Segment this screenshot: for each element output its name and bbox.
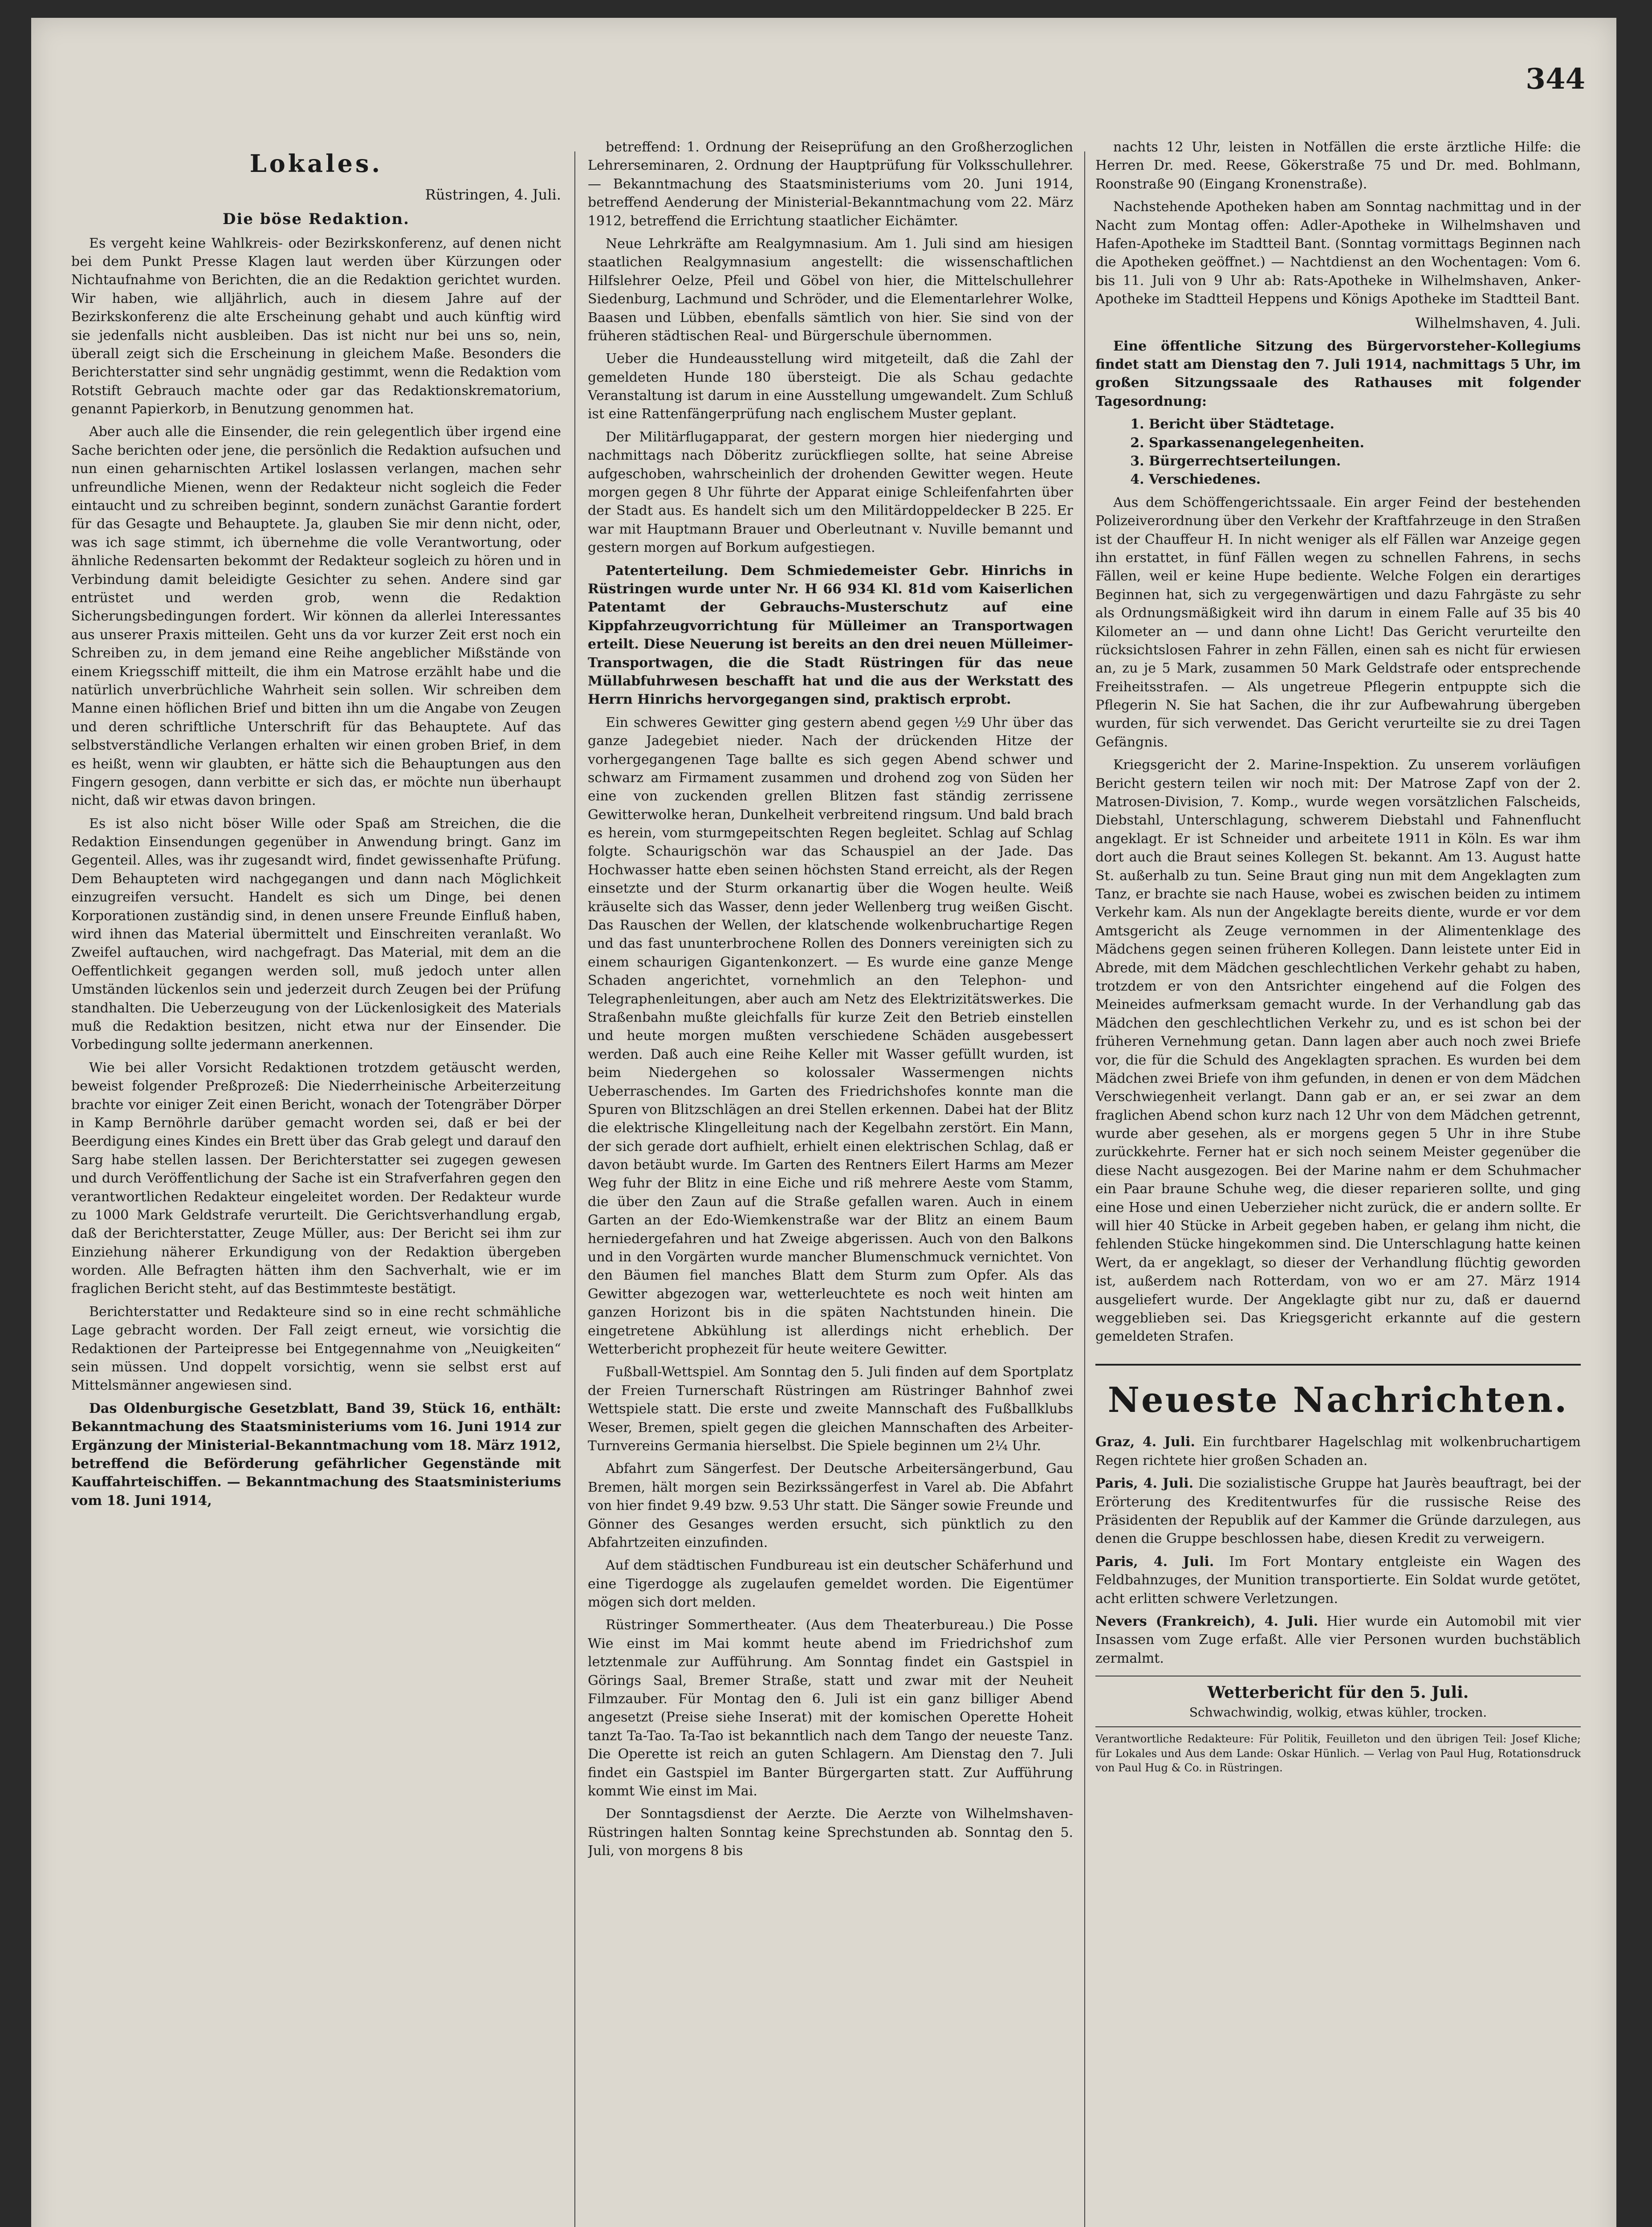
news-text: Im Fort Montary entgleiste ein Wagen des Feldbahnzuges, der Munition transportierte. Ein Soldat wurde getötet, acht erlitten schwere Verletzungen. <box>1095 1554 1581 1607</box>
article-paragraph: Aus dem Schöffengerichtssaale. Ein arger Feind der bestehenden Polizeiverordnung über den Verkehr der Kraftfahrzeuge in den Straßen ist der Chauffeur H. In nicht weniger als elf Fällen war Anzeige gegen ihn erstattet, in fünf Fällen wegen zu schnellen Fahrens, in sechs Fällen, weil er keine Hupe bediente. Welche Folgen ein derartiges Beginnen hat, sich zu vergegenwärtigen und dazu Fahrgäste zu sehr als Ordnungsmäßigkeit wird ihn darum in einem Falle auf 35 bis 40 Kilometer an — und dann ohne Licht! Das Gericht verurteilte den rücksichtslosen Fahrer in zehn Fällen, einen sah es nicht für erwiesen an, zu je 5 Mark, zusammen 50 Mark Geldstrafe oder entsprechende Freiheitsstrafen. — Als ungetreue Pflegerin entpuppte sich die Pflegerin N. Sie hat Sachen, die ihr zur Aufbewahrung übergeben wurden, für sich verwendet. Das Gericht verurteilte sie zu drei Tagen Gefängnis. <box>1095 494 1581 750</box>
article-paragraph: Kriegsgericht der 2. Marine-Inspektion. Zu unserem vorläufigen Bericht gestern teilen wir noch mit: Der Matrose Zapf von der 2. Matrosen-Division, 7. Komp., wurde wegen vorsätzlichen Falscheids, Diebstahl, Unterschlagung, schwerem Diebstahl und Fahnenflucht angeklagt. Er ist Schneider und arbeitete 1911 in Köln. Es war ihm dort auch die Braut seines Kollegen St. bekannt. Am 13. August hatte St. außerhalb zu tun. Seine Braut ging nun mit dem Angeklagten zum Tanz, er brachte sie nach Hause, wobei es zwischen beiden zu intimem Verkehr kam. Als nun der Angeklagte bereits diente, wurde er vor dem Amtsgericht als Zeuge vernommen in der Alimentenklage des Mädchens gegen seinen früheren Kollegen. Dann leistete unter Eid in Abrede, mit dem Mädchen geschlechtlichen Verkehr gehabt zu haben, trotzdem er von den Antsrichter eingehend auf die Folgen des Meineides aufmerksam gemacht wurde. In der Verhandlung gab das Mädchen den geschlechtlichen Verkehr zu, und es ist schon bei der früheren Vernehmung getan. Dann lagen aber auch noch zwei Briefe vor, die für die Schuld des Angeklagten sprachen. Es wurden bei dem Mädchen zwei Briefe von ihm gefunden, in denen er von dem Mädchen Verschwiegenheit verlangt. Dann gab er an, er sei zwar an dem fraglichen Abend schon kurz nach 12 Uhr von dem Mädchen getrennt, wurde aber gesehen, als er morgens gegen 5 Uhr in ihre Stube zurückkehrte. Ferner hat er sich noch seinem Meister gegenüber die diese Nacht ausgezogen. Bei der Marine nahm er dem Schuhmacher ein Paar braune Schuhe weg, die dieser reparieren sollte, und ging eine Hose und einen Ueberzieher nicht zurück, die er andern sollte. Er will hier 40 Stücke in Arbeit gegeben haben, er gelang ihm nicht, die fehlenden Stücke hingekommen sind. Die Unterschlagung hatte keinen Wert, da er angeklagt, so dieser der Verhandlung flüchtig geworden ist, außerdem nach Rotterdam, von wo er am 27. März 1914 ausgeliefert wurde. Der Angeklagte gibt nur zu, daß er dauernd weggeblieben sei. Das Kriegsgericht erkannte auf die gestern gemeldeten Strafen. <box>1095 757 1581 1345</box>
news-item <box>1095 1553 1581 1608</box>
dateline-ruestringen: Rüstringen, 4. Juli. <box>425 186 561 203</box>
article-paragraph-gesetzblatt: Das Oldenburgische Gesetzblatt, Band 39, Stück 16, enthält: Bekanntmachung des Staatsministeriums vom 16. Juni 1914 zur Ergänzung der Ministerial-Bekanntmachung vom 18. März 1912, betreffend die Beförderung gefährlicher Gegenstände mit Kauffahrteischiffen. — Bekanntmachung des Staatsministeriums vom 18. Juni 1914, <box>71 1400 561 1509</box>
news-place: Nevers (Frankreich), 4. Juli. <box>1095 1613 1318 1629</box>
news-item <box>1095 1433 1581 1470</box>
section-title-lokales: Lokales. <box>249 149 383 178</box>
agenda-list <box>1149 415 1581 489</box>
imprint: Verantwortliche Redakteure: Für Politik, Feuilleton und den übrigen Teil: Josef Kliche; für Lokales und Aus dem Lande: Oskar Hünlich. — Verlag von Paul Hug, Rotationsdruck von Paul Hug & Co. in Rüstringen. <box>1095 1726 1581 1775</box>
article-paragraph: Wie bei aller Vorsicht Redaktionen trotzdem getäuscht werden, beweist folgender Preßprozeß: Die Niederrheinische Arbeiterzeitung brachte vor einiger Zeit einen Bericht, wonach der Totengräber Dörper in Kamp Bernöhrle darüber gemacht worden sei, daß er bei der Beerdigung eines Kindes ein Brett über das Grab gelegt und darauf den Sarg habe stellen lassen. Der Berichterstatter sei zugegen gewesen und durch Veröffentlichung der Sache ist ein Strafverfahren gegen den verantwortlichen Redakteur eingeleitet worden. Der Redakteur wurde zu 1000 Mark Geldstrafe verurteilt. Die Gerichtsverhandlung ergab, daß der Berichterstatter, Zeuge Müller, aus: Der Bericht sei ihm zur Einziehung näherer Erkundigung von der Redaktion übergeben worden. Alle Befragten hätten ihm den Sachverhalt, wie er im fraglichen Bericht steht, auf das Bestimmteste bestätigt. <box>71 1060 561 1297</box>
article-paragraph: Ein schweres Gewitter ging gestern abend gegen ½9 Uhr über das ganze Jadegebiet nieder. Nach der drückenden Hitze der vorhergegangenen Tage ballte es sich gegen Abend schwer und schwarz am Firmament zusammen und drohend zog von Süden her eine von zuckenden grellen Blitzen fast ständig zerrissene Gewitterwolke heran, Dunkelheit verbreitend ringsum. Und bald brach es herein, vom sturmgepeitschten Regen begleitet. Schlag auf Schlag folgte. Schaurigschön war das Schauspiel an der Jade. Das Hochwasser hatte eben seinen höchsten Stand erreicht, als der Regen einsetzte und der Sturm orkanartig über die Wogen heulte. Weiß kräuselte sich das Wasser, denn jeder Wellenberg trug weißen Gischt. Das Rauschen der Wellen, der klatschende wolkenbruchartige Regen und das fast ununterbrochene Rollen des Donners vereinigten sich zu einem schaurigen Gigantenkonzert. — Es wurde eine ganze Menge Schaden angerichtet, vornehmlich an den Telephon- und Telegraphenleitungen, aber auch am Netz des Elektrizitätswerkes. Die Straßenbahn mußte gleichfalls für kurze Zeit den Betrieb einstellen und heute morgen mußten verschiedene Schäden ausgebessert werden. Daß auch eine Reihe Keller mit Wasser gefüllt wurden, ist beim Niedergehen so kolossaler Wassermengen nichts Ueberraschendes. Im Garten des Friedrichshofes konnte man die Spuren von Blitzschlägen an drei Stellen erkennen. Dabei hat der Blitz die elektrische Klingelleitung nach der Kegelbahn zerstört. Ein Mann, der sich gerade dort aufhielt, erhielt einen elektrischen Schlag, daß er davon betäubt wurde. Im Garten des Rentners Eilert Harms am Mezer Weg fuhr der Blitz in eine Eiche und riß mehrere Aeste vom Stamm, die über den Zaun auf die Straße gefallen waren. Auch in einem Garten an der Edo-Wiemkenstraße war der Blitz an einem Baum herniedergefahren und hat Zweige abgerissen. Auch von den Balkons und in den Vorgärten wurde mancher Blumenschmuck vernichtet. Von den Bäumen fiel manches Blatt dem Sturm zum Opfer. Als das Gewitter abgezogen war, wetterleuchtete es noch weit hinten am ganzen Horizont bis in die späten Nachtstunden hinein. Die eingetretene Abkühlung ist allerdings nicht erheblich. Der Wetterbericht prophezeit für heute weitere Gewitter. <box>588 714 1073 1357</box>
news-text: Hier wurde ein Automobil mit vier Insassen vom Zuge erfaßt. Alle vier Personen wurden buchstäblich zermalmt. <box>1095 1613 1581 1666</box>
column-1 <box>71 147 561 2227</box>
article-paragraph: Es ist also nicht böser Wille oder Spaß am Streichen, die die Redaktion Einsendungen gegenüber in Anwendung bringt. Ganz im Gegenteil. Alles, was ihr zugesandt wird, findet gewissenhafte Prüfung. Dem Behaupteten wird nachgegangen und dann nach Möglichkeit einzugreifen versucht. Handelt es sich um Dinge, bei denen Korporationen zuständig sind, in denen unsere Freunde Einfluß haben, wird ihnen das Material übermittelt und Einschreiten veranlaßt. Wo Zweifel auftauchen, wird nachgefragt. Das Material, mit dem an die Oeffentlichkeit gegangen werden soll, muß jedoch unter allen Umständen lückenlos sein und jederzeit durch Zeugen bei der Prüfung standhalten. Die Ueberzeugung von der Lückenlosigkeit des Materials muß die Redaktion besitzen, nicht etwa nur der Einsender. Die Vorbedingung sollte jedermann anerkennen. <box>71 816 561 1053</box>
news-text: Ein furchtbarer Hagelschlag mit wolkenbruchartigem Regen richtete hier großen Schaden an. <box>1095 1434 1581 1468</box>
column-3 <box>1095 138 1581 2227</box>
page-number: 344 <box>1526 62 1585 96</box>
news-place: Paris, 4. Juli. <box>1095 1554 1214 1570</box>
article-paragraph: Der Militärflugapparat, der gestern morgen hier niederging und nachmittags nach Döberitz zurückfliegen sollte, hat seine Abreise aufgeschoben, wahrscheinlich der drohenden Gewitter wegen. Heute morgen gegen 8 Uhr führte der Apparat einige Schleifenfahrten über der Stadt aus. Es handelt sich um den Militärdoppeldecker B 225. Er war mit Hauptmann Brauer und Oberleutnant v. Nuville bemannt und gestern morgen auf Borkum aufgestiegen. <box>588 429 1073 556</box>
article-paragraph: Der Sonntagsdienst der Aerzte. Die Aerzte von Wilhelmshaven-Rüstringen halten Sonntag keine Sprechstunden ab. Sonntag den 5. Juli, von morgens 8 bis <box>588 1806 1073 1859</box>
article-paragraph: Es vergeht keine Wahlkreis- oder Bezirkskonferenz, auf denen nicht bei dem Punkt Presse Klagen laut werden über Kürzungen oder Nichtaufnahme von Berichten, die an die Redaktion gerichtet wurden. Wir haben, wie alljährlich, auch in diesem Jahre auf der Bezirkskonferenz die alte Erscheinung gehabt und auch künftig wird sie jedenfalls nicht ausbleiben. Das ist nicht nur bei uns so, nein, überall zeigt sich die Erscheinung in gleichem Maße. Besonders die Berichterstatter sind sehr ungnädig gestimmt, wenn die Redaktion vom Rotstift Gebrauch machte oder gar das Redaktionskrematorium, genannt Papierkorb, in Benutzung genommen hat. <box>71 235 561 417</box>
weather-text: Schwachwindig, wolkig, etwas kühler, trocken. <box>1189 1705 1487 1720</box>
column-divider <box>574 151 575 2227</box>
article-paragraph: Berichterstatter und Redakteure sind so in eine recht schmähliche Lage gebracht worden. Der Fall zeigt erneut, wie vorsichtig die Redaktionen der Parteipresse bei Entgegennahme von „Neuigkeiten“ sein müssen. Und doppelt vorsichtig, wenn sie selbst erst auf Mittelsmänner angewiesen sind. <box>71 1304 561 1394</box>
agenda-item: 4. Verschiedenes. <box>1149 470 1581 489</box>
column-2 <box>588 138 1073 2227</box>
agenda-item: 3. Bürgerrechtserteilungen. <box>1149 452 1581 470</box>
newspaper-page <box>31 18 1616 2227</box>
news-item <box>1095 1612 1581 1668</box>
news-item <box>1095 1474 1581 1548</box>
meeting-announcement: Eine öffentliche Sitzung des Bürgervorsteher-Kollegiums findet statt am Dienstag den 7. Juli 1914, nachmittags 5 Uhr, im großen Sitzungssaale des Rathauses mit folgender Tagesordnung: <box>1095 338 1581 409</box>
weather-title: Wetterbericht für den 5. Juli. <box>1095 1676 1581 1704</box>
article-paragraph: Fußball-Wettspiel. Am Sonntag den 5. Juli finden auf dem Sportplatz der Freien Turnerschaft Rüstringen am Rüstringer Bahnhof zwei Wettspiele statt. Die erste und zweite Mannschaft des Fußballklubs Weser, Bremen, spielt gegen die gleichen Mannschaften des Arbeiter-Turnvereins Germania hierselbst. Die Spiele beginnen um 2¼ Uhr. <box>588 1364 1073 1454</box>
news-place: Graz, 4. Juli. <box>1095 1434 1195 1450</box>
headline-boese-redaktion: Die böse Redaktion. <box>222 210 410 228</box>
article-paragraph-patent: Patenterteilung. Dem Schmiedemeister Gebr. Hinrichs in Rüstringen wurde unter Nr. H 66 934 Kl. 81d vom Kaiserlichen Patentamt der Gebrauchs-Musterschutz auf eine Kippfahrzeugvorrichtung für Mülleimer an Transportwagen erteilt. Diese Neuerung ist bereits an den drei neuen Mülleimer-Transportwagen, die die Stadt Rüstringen für das neue Müllabfuhrwesen beschafft hat und die aus der Werkstatt des Herrn Hinrichs hervorgegangen sind, praktisch erprobt. <box>588 563 1073 708</box>
article-paragraph: Aber auch alle die Einsender, die rein gelegentlich über irgend eine Sache berichten oder jene, die persönlich die Redaktion aufsuchen und nun einen geharnischten Artikel loslassen verlangen, machen sehr unfreundliche Mienen, wenn der Redakteur nicht sogleich die Feder eintaucht und zu schreiben beginnt, sondern zunächst Garantie fordert für das Gesagte und Behauptete. Ja, glauben Sie mir denn nicht, oder, was ich sage stimmt, ich übernehme die volle Verantwortung, oder ähnliche Redensarten bekommt der Redakteur sogleich zu hören und in Verbindung damit beleidigte Gesichter zu sehen. Andere sind gar entrüstet und werden grob, wenn die Redaktion Sicherungsbedingungen fordert. Wir können da allerlei Interessantes aus unserer Praxis mitteilen. Geht uns da vor kurzer Zeit erst noch ein Schreiben zu, in dem jemand eine Reihe angeblicher Mißstände von einem Kriegsschiff mitteilt, die ihm ein Matrose erzählt habe und die natürlich unverbrüchliche Wahrheit sein sollen. Wir schreiben dem Manne einen höflichen Brief und bitten ihn um die Angabe von Zeugen und deren schriftliche Unterschrift für das Behauptete. Auf das selbstverständliche Verlangen erhalten wir einen groben Brief, in dem es heißt, wenn wir glaubten, er hätte sich die Behauptungen aus den Fingern gesogen, dann verbitte er sich das, er möchte nun überhaupt nicht, daß wir etwas davon bringen. <box>71 424 561 809</box>
news-text: Die sozialistische Gruppe hat Jaurès beauftragt, bei der Erörterung des Kreditentwurfes für die russische Reise des Präsidenten der Republik auf der Kammer die Gründe darzulegen, aus denen die Gruppe beschlossen habe, diesen Kredit zu verweigern. <box>1095 1476 1581 1547</box>
column-divider <box>1084 151 1085 2227</box>
article-paragraph: Abfahrt zum Sängerfest. Der Deutsche Arbeitersängerbund, Gau Bremen, hält morgen sein Bezirkssängerfest in Varel ab. Die Abfahrt von hier findet 9.49 bzw. 9.53 Uhr statt. Die Sänger sowie Freunde und Gönner des Gesanges werden ersucht, sich pünktlich zu den Abfahrtzeiten einzufinden. <box>588 1461 1073 1550</box>
article-paragraph: Auf dem städtischen Fundbureau ist ein deutscher Schäferhund und eine Tigerdogge als zugelaufen gemeldet worden. Die Eigentümer mögen sich dort melden. <box>588 1558 1073 1611</box>
article-paragraph: Rüstringer Sommertheater. (Aus dem Theaterbureau.) Die Posse Wie einst im Mai kommt heute abend im Friedrichshof zum letztenmale zur Aufführung. Am Sonntag findet ein Gastspiel in Görings Saal, Bremer Straße, statt und zwar mit der Neuheit Filmzauber. Für Montag den 6. Juli ist ein ganz billiger Abend angesetzt (Preise siehe Inserat) mit der komischen Operette Hoheit tanzt Ta-Tao. Ta-Tao ist bekanntlich nach dem Tango der neueste Tanz. Die Operette ist reich an guten Schlagern. Am Dienstag den 7. Juli findet ein Gastspiel im Banter Bürgergarten statt. Zur Aufführung kommt Wie einst im Mai. <box>588 1617 1073 1799</box>
agenda-item: 2. Sparkassenangelegenheiten. <box>1149 434 1581 452</box>
dateline-wilhelmshaven: Wilhelmshaven, 4. Juli. <box>1415 314 1581 331</box>
article-paragraph: Nachstehende Apotheken haben am Sonntag nachmittag und in der Nacht zum Montag offen: Adler-Apotheke in Wilhelmshaven und Hafen-Apotheke im Stadtteil Bant. (Sonntag vormittags Beginnen nach die Apotheken geöffnet.) — Nachtdienst an den Wochentagen: Vom 6. bis 11. Juli von 9 Uhr ab: Rats-Apotheke in Wilhelmshaven, Anker-Apotheke im Stadtteil Heppens und Königs Apotheke im Stadtteil Bant. <box>1095 199 1581 307</box>
news-place: Paris, 4. Juli. <box>1095 1476 1194 1492</box>
article-paragraph: nachts 12 Uhr, leisten in Notfällen die erste ärztliche Hilfe: die Herren Dr. med. Reese, Gökerstraße 75 und Dr. med. Bohlmann, Roonstraße 90 (Eingang Kronenstraße). <box>1095 139 1581 192</box>
article-paragraph: Neue Lehrkräfte am Realgymnasium. Am 1. Juli sind am hiesigen staatlichen Realgymnasium angestellt: die wissenschaftlichen Hilfslehrer Oelze, Pfeil und Göbel von hier, die Mittelschullehrer Siedenburg, Lachmund und Schröder, und die Elementarlehrer Wolke, Baasen und Lübben, ebenfalls sämtlich von hier. Sie sind von der früheren städtischen Real- und Bürgerschule übernommen. <box>588 236 1073 344</box>
agenda-item: 1. Bericht über Städtetage. <box>1149 415 1581 433</box>
article-paragraph: betreffend: 1. Ordnung der Reiseprüfung an den Großherzoglichen Lehrerseminaren, 2. Ordnung der Hauptprüfung für Volksschullehrer. — Bekanntmachung des Staatsministeriums vom 20. Juni 1914, betreffend Aenderung der Ministerial-Bekanntmachung vom 22. März 1912, betreffend die Errichtung staatlicher Eichämter. <box>588 139 1073 229</box>
article-paragraph: Ueber die Hundeausstellung wird mitgeteilt, daß die Zahl der gemeldeten Hunde 180 übersteigt. Die als Schau gedachte Veranstaltung ist darum in eine Ausstellung umgewandelt. Zum Schluß ist eine Rattenfängerprüfung nach englischem Muster geplant. <box>588 351 1073 422</box>
neueste-nachrichten-title: Neueste Nachrichten. <box>1095 1364 1581 1424</box>
